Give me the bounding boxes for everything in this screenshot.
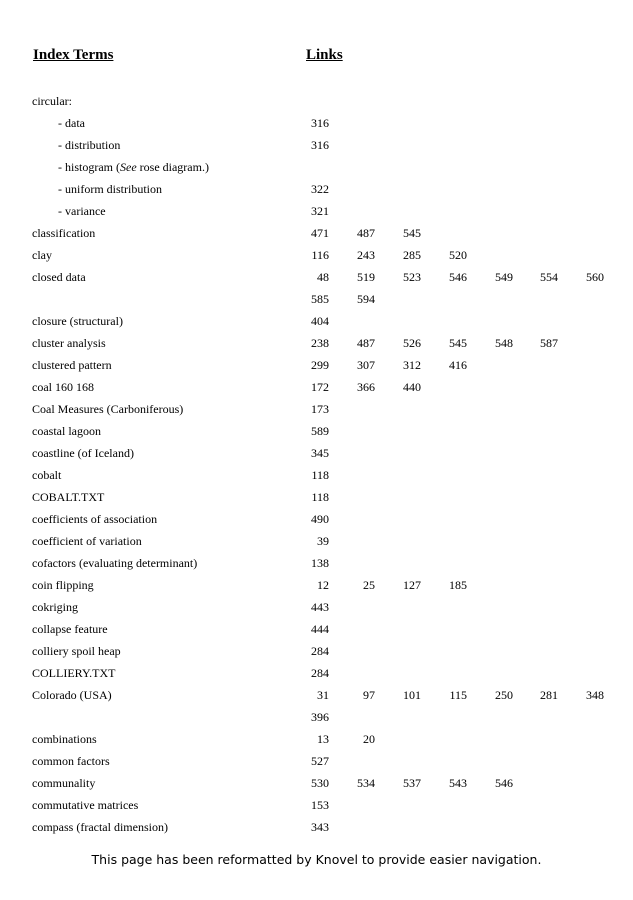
- index-entry-row: [0, 750, 633, 772]
- index-term: [58, 156, 209, 178]
- index-entry-row: [0, 178, 633, 200]
- index-entry-row: [0, 442, 633, 464]
- page-link[interactable]: 127: [403, 578, 421, 592]
- index-term: [32, 508, 157, 530]
- index-term-text: coefficients of association: [32, 512, 158, 526]
- page-link[interactable]: 560: [586, 270, 604, 284]
- page-link[interactable]: 527: [311, 754, 329, 768]
- index-entry-row: [0, 684, 633, 706]
- page-link[interactable]: 250: [495, 688, 513, 702]
- page-link[interactable]: 546: [449, 270, 467, 284]
- page-link[interactable]: 316: [311, 138, 329, 152]
- page-link[interactable]: 285: [403, 248, 421, 262]
- index-entry-row: [0, 552, 633, 574]
- page-link[interactable]: 153: [311, 798, 329, 812]
- page-link[interactable]: 487: [357, 226, 375, 240]
- page-link[interactable]: 471: [311, 226, 329, 240]
- index-term: [32, 90, 72, 112]
- index-entry-row: [0, 354, 633, 376]
- page-link[interactable]: 118: [311, 468, 329, 482]
- index-entry-row: [0, 310, 633, 332]
- index-term-text: combinations: [32, 732, 97, 746]
- page-link[interactable]: 20: [363, 732, 375, 746]
- index-term: [58, 200, 106, 222]
- index-entry-row: [0, 772, 633, 794]
- page-link[interactable]: 172: [311, 380, 329, 394]
- index-entry-row: [0, 200, 633, 222]
- page-link[interactable]: 321: [311, 204, 329, 218]
- index-term-text: communality: [32, 776, 96, 790]
- index-entry-row: [0, 596, 633, 618]
- page-link[interactable]: 118: [311, 490, 329, 504]
- page-link[interactable]: 101: [403, 688, 421, 702]
- page-link[interactable]: 25: [363, 578, 375, 592]
- knovel-footer-note: This page has been reformatted by Knovel to provide easier navigation.: [91, 852, 542, 867]
- index-term-text: clay: [32, 248, 52, 262]
- index-term: [32, 640, 121, 662]
- index-term: [32, 618, 108, 640]
- page-link[interactable]: 343: [311, 820, 329, 834]
- index-entry-row: [0, 464, 633, 486]
- page-link[interactable]: 13: [317, 732, 329, 746]
- page-link[interactable]: 116: [311, 248, 329, 262]
- page-link[interactable]: 348: [586, 688, 604, 702]
- index-entry-row: [0, 618, 633, 640]
- index-entry-row: [0, 398, 633, 420]
- page-link[interactable]: 587: [540, 336, 558, 350]
- index-term-text: circular:: [32, 94, 72, 108]
- page-link[interactable]: 534: [357, 776, 375, 790]
- index-term: [32, 354, 112, 376]
- index-term-text: coal 160 168: [32, 380, 94, 394]
- page-link[interactable]: 404: [311, 314, 329, 328]
- page-link[interactable]: 537: [403, 776, 421, 790]
- index-term: [32, 332, 106, 354]
- index-term: [32, 662, 115, 684]
- page-link[interactable]: 316: [311, 116, 329, 130]
- index-term-text: cofactors (evaluating determinant): [32, 556, 198, 570]
- page-link[interactable]: 546: [495, 776, 513, 790]
- index-terms-heading: Index Terms: [33, 47, 114, 63]
- index-term: [32, 684, 112, 706]
- index-term: [32, 596, 78, 618]
- index-term: [32, 530, 142, 552]
- index-term-text: coin flipping: [32, 578, 94, 592]
- page-link[interactable]: 299: [311, 358, 329, 372]
- page-link[interactable]: 284: [311, 644, 329, 658]
- page-link[interactable]: 523: [403, 270, 421, 284]
- index-entry-row: [0, 486, 633, 508]
- index-term: [32, 376, 94, 398]
- page-link[interactable]: 173: [311, 402, 329, 416]
- index-entry-row: [0, 816, 633, 838]
- page-link[interactable]: 243: [357, 248, 375, 262]
- index-term: [32, 772, 95, 794]
- index-term: [32, 244, 52, 266]
- index-entries-list: [0, 90, 633, 838]
- index-term-text: - uniform distribution: [58, 182, 162, 196]
- page-link[interactable]: 594: [357, 292, 375, 306]
- page-link[interactable]: 490: [311, 512, 329, 526]
- index-term: [58, 134, 120, 156]
- index-term: [32, 222, 95, 244]
- index-term: [32, 552, 197, 574]
- links-heading: Links: [306, 47, 343, 63]
- index-term-text: cobalt: [32, 468, 62, 482]
- index-term-text: coefficient of variation: [32, 534, 142, 548]
- index-entry-row: [0, 90, 633, 112]
- see-reference-target[interactable]: rose diagram.): [136, 160, 209, 174]
- index-term-text: closure (structural): [32, 314, 123, 328]
- page-link[interactable]: 31: [317, 688, 329, 702]
- page-link[interactable]: 322: [311, 182, 329, 196]
- index-term: [32, 420, 101, 442]
- index-term-text: colliery spoil heap: [32, 644, 121, 658]
- page-link[interactable]: 545: [449, 336, 467, 350]
- index-entry-row: [0, 134, 633, 156]
- page-link[interactable]: 487: [357, 336, 375, 350]
- page-link[interactable]: 97: [363, 688, 375, 702]
- page-link[interactable]: 39: [317, 534, 329, 548]
- page-link[interactable]: 549: [495, 270, 513, 284]
- index-term-text: Colorado (USA): [32, 688, 112, 702]
- index-entry-row: [0, 112, 633, 134]
- page-link[interactable]: 345: [311, 446, 329, 460]
- see-open-paren: (: [116, 160, 120, 174]
- page-link[interactable]: 238: [311, 336, 329, 350]
- index-term-text: clustered pattern: [32, 358, 112, 372]
- page-link[interactable]: 585: [311, 292, 329, 306]
- page-link[interactable]: 554: [540, 270, 558, 284]
- index-term: [32, 794, 138, 816]
- index-term-text: compass (fractal dimension): [32, 820, 168, 834]
- page-link[interactable]: 440: [403, 380, 421, 394]
- index-entry-row: [0, 222, 633, 244]
- index-term: [32, 486, 104, 508]
- index-entry-row: [0, 288, 633, 310]
- page-link[interactable]: 545: [403, 226, 421, 240]
- index-term-text: - variance: [58, 204, 106, 218]
- page-link[interactable]: 138: [311, 556, 329, 570]
- index-term-text: Coal Measures (Carboniferous): [32, 402, 184, 416]
- see-reference-label: See: [120, 160, 137, 174]
- page-link[interactable]: 548: [495, 336, 513, 350]
- page-link[interactable]: 520: [449, 248, 467, 262]
- page-link[interactable]: 444: [311, 622, 329, 636]
- index-term-text: COBALT.TXT: [32, 490, 105, 504]
- page-link[interactable]: 115: [449, 688, 467, 702]
- index-term: [32, 398, 183, 420]
- index-entry-row: [0, 156, 633, 178]
- index-term-text: - distribution: [58, 138, 121, 152]
- page-link[interactable]: 543: [449, 776, 467, 790]
- index-entry-row: [0, 244, 633, 266]
- page-link[interactable]: 443: [311, 600, 329, 614]
- index-entry-row: [0, 332, 633, 354]
- index-term-text: common factors: [32, 754, 110, 768]
- index-term: [32, 750, 110, 772]
- index-term: [32, 574, 94, 596]
- index-term: [32, 442, 134, 464]
- index-term-text: coastal lagoon: [32, 424, 101, 438]
- page-link[interactable]: 589: [311, 424, 329, 438]
- index-entry-row: [0, 574, 633, 596]
- page-link[interactable]: 12: [317, 578, 329, 592]
- index-term-text: cluster analysis: [32, 336, 106, 350]
- page-link[interactable]: 281: [540, 688, 558, 702]
- index-entry-row: [0, 530, 633, 552]
- index-term: [58, 112, 85, 134]
- index-term-text: closed data: [32, 270, 86, 284]
- page-link[interactable]: 307: [357, 358, 375, 372]
- index-term: [32, 310, 123, 332]
- index-term: [32, 464, 61, 486]
- index-term: [32, 728, 97, 750]
- index-term-text: collapse feature: [32, 622, 108, 636]
- page-link[interactable]: 526: [403, 336, 421, 350]
- index-term-text: cokriging: [32, 600, 78, 614]
- index-term: [58, 178, 162, 200]
- page-link[interactable]: 519: [357, 270, 375, 284]
- index-term: [32, 816, 168, 838]
- index-term-text: commutative matrices: [32, 798, 139, 812]
- page-link[interactable]: 284: [311, 666, 329, 680]
- index-term-text: COLLIERY.TXT: [32, 666, 116, 680]
- index-entry-row: [0, 508, 633, 530]
- index-entry-row: [0, 794, 633, 816]
- page-link[interactable]: 366: [357, 380, 375, 394]
- page-link[interactable]: 48: [317, 270, 329, 284]
- index-entry-row: [0, 376, 633, 398]
- index-term: [32, 266, 86, 288]
- page-link[interactable]: 530: [311, 776, 329, 790]
- index-entry-row: [0, 266, 633, 288]
- page-link[interactable]: 416: [449, 358, 467, 372]
- page-link[interactable]: 396: [311, 710, 329, 724]
- page-link[interactable]: 312: [403, 358, 421, 372]
- index-term-text: - data: [58, 116, 85, 130]
- index-term-text: coastline (of Iceland): [32, 446, 134, 460]
- page-link[interactable]: 185: [449, 578, 467, 592]
- index-entry-row: [0, 640, 633, 662]
- index-entry-row: [0, 728, 633, 750]
- index-entry-row: [0, 662, 633, 684]
- index-term-text: classification: [32, 226, 96, 240]
- index-term-text: - histogram: [58, 160, 116, 174]
- index-entry-row: [0, 706, 633, 728]
- index-entry-row: [0, 420, 633, 442]
